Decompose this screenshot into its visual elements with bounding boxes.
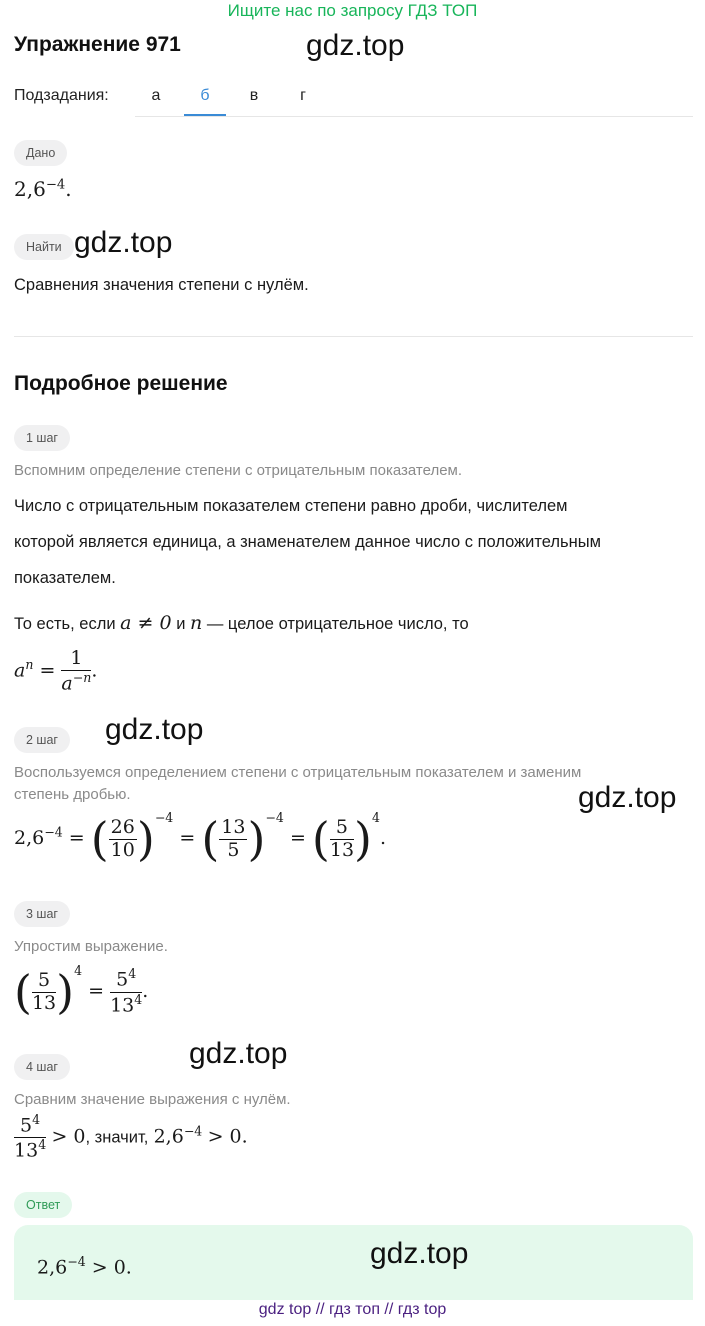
footer-links[interactable]: gdz top // гдз топ // гдз top	[258, 1301, 447, 1318]
step-3-hint: Упростим выражение.	[14, 938, 168, 955]
answer-expression	[37, 1254, 132, 1278]
fraction-numerator: 1	[61, 648, 91, 671]
watermark: gdz.top	[578, 781, 677, 814]
fraction-2	[219, 817, 247, 862]
step-4-hint: Сравним значение выражения с нулём.	[14, 1091, 291, 1108]
formula-end: .	[91, 659, 98, 682]
tab-b[interactable]: б	[184, 78, 226, 116]
base: 2,6	[153, 1125, 184, 1148]
fraction-1-denominator: 10	[110, 838, 135, 861]
fraction	[32, 970, 56, 1015]
step-1-line-2: которой является единица, а знаменателем данное число с положительным	[14, 533, 601, 551]
den-base: a	[61, 672, 73, 695]
fraction-1-numerator: 26	[110, 815, 135, 838]
step-4-badge: 4 шаг	[14, 1054, 70, 1080]
formula-end: .	[142, 980, 149, 1002]
step-3-badge: 3 шаг	[14, 901, 70, 927]
given-expression	[14, 177, 72, 201]
fraction-numerator: 5	[32, 970, 56, 993]
step-2-hint-line-1: Воспользуемся определением степени с отрицательным показателем и заменим	[14, 764, 582, 781]
step-2-hint-line-2: степень дробью.	[14, 786, 131, 803]
equals-sign: =	[179, 827, 196, 849]
fraction-exp: 4	[74, 963, 83, 978]
fraction	[14, 1113, 46, 1162]
lhs-exp: n	[25, 657, 34, 673]
exp: −4	[44, 824, 63, 840]
exp: −4	[183, 1123, 203, 1139]
comparison: > 0	[51, 1125, 86, 1148]
step-2-formula: $2,6^{-4}$ = ( $\frac{26}{10}$ )$^{-4}$ = ( $\frac{13}{5}$ )$^{-4}$ = ( $\frac{5}{13}$ )$^4$.	[14, 810, 387, 866]
comparison-2: > 0.	[207, 1125, 248, 1148]
lhs-base: a	[14, 659, 26, 682]
equals-sign: =	[289, 827, 306, 849]
subtasks-tabs	[135, 78, 693, 117]
step-3-formula: ( $\frac{5}{13}$ )$^4$ = $\frac{5^4}{13^4}$ .	[14, 963, 149, 1019]
fraction-3-numerator: 5	[330, 817, 354, 840]
step-1-hint: Вспомним определение степени с отрицательным показателем.	[14, 462, 463, 479]
step-2-badge: 2 шаг	[14, 727, 70, 753]
base: 2,6	[14, 827, 45, 849]
watermark: gdz.top	[189, 1037, 288, 1070]
den-exp: 4	[38, 1137, 47, 1153]
fraction-1	[109, 817, 137, 862]
result-denominator	[110, 993, 142, 1017]
watermark: gdz.top	[306, 29, 405, 62]
find-text: Сравнения значения степени с нулём.	[14, 276, 309, 294]
section-divider	[14, 336, 693, 337]
fraction-2-numerator: 13	[221, 815, 246, 838]
fraction-numerator	[14, 1113, 46, 1138]
step-1-line-1: Число с отрицательным показателем степени равно дроби, числителем	[14, 497, 568, 515]
condition-prefix: То есть, если	[14, 615, 116, 633]
watermark: gdz.top	[370, 1237, 469, 1270]
condition-and: и	[176, 615, 186, 633]
step-1-line-3: показателем.	[14, 569, 116, 587]
search-banner: Ищите нас по запросу ГДЗ ТОП	[227, 1, 478, 20]
condition-a: a ≠ 0	[120, 612, 172, 634]
subtasks-label: Подзадания:	[14, 87, 109, 104]
solution-heading: Подробное решение	[14, 372, 228, 395]
condition-suffix: — целое отрицательное число, то	[206, 615, 469, 633]
given-badge: Дано	[14, 140, 67, 166]
equals-sign: =	[39, 659, 56, 682]
den-base: 13	[14, 1139, 39, 1162]
r-num-exp: 4	[128, 966, 137, 982]
given-end: .	[65, 177, 72, 201]
answer-badge: Ответ	[14, 1192, 72, 1218]
fraction-1-exp: −4	[154, 810, 174, 825]
watermark: gdz.top	[105, 713, 204, 746]
equals-sign: =	[88, 980, 105, 1002]
step-1-condition	[14, 612, 469, 634]
fraction-denominator: 13	[31, 991, 57, 1014]
given-base: 2,6	[14, 177, 46, 201]
fraction-denominator	[61, 671, 91, 695]
fraction-2-denominator: 5	[227, 838, 240, 861]
condition-n: n	[190, 612, 203, 634]
fraction-3-denominator: 13	[329, 838, 355, 861]
den-exp: −n	[72, 669, 92, 685]
fraction-denominator	[14, 1138, 46, 1162]
r-den-base: 13	[110, 993, 135, 1016]
result-fraction	[110, 967, 142, 1016]
num-base: 5	[20, 1114, 33, 1137]
answer-exp: −4	[67, 1254, 86, 1269]
step-1-badge: 1 шаг	[14, 425, 70, 451]
r-den-exp: 4	[134, 991, 143, 1007]
equals-sign: =	[68, 827, 85, 849]
fraction	[61, 648, 91, 695]
step-1-formula	[14, 648, 97, 695]
given-exp: −4	[45, 177, 66, 193]
tab-a[interactable]: а	[151, 87, 161, 104]
fraction-3	[330, 817, 354, 862]
r-num-base: 5	[116, 968, 129, 991]
tab-v[interactable]: в	[249, 87, 259, 104]
fraction-3-exp: 4	[372, 810, 380, 825]
answer-comparison: > 0.	[91, 1256, 132, 1279]
num-exp: 4	[32, 1112, 41, 1127]
result-numerator	[110, 967, 142, 992]
answer-base: 2,6	[37, 1256, 68, 1279]
watermark: gdz.top	[74, 226, 173, 259]
step-4-formula	[14, 1113, 248, 1162]
formula-end: .	[379, 827, 387, 849]
tab-g[interactable]: г	[300, 87, 306, 104]
fraction-2-exp: −4	[265, 810, 284, 825]
find-badge: Найти	[14, 234, 74, 260]
page-title: Упражнение 971	[14, 33, 181, 56]
conclusion-word: , значит,	[85, 1128, 149, 1147]
